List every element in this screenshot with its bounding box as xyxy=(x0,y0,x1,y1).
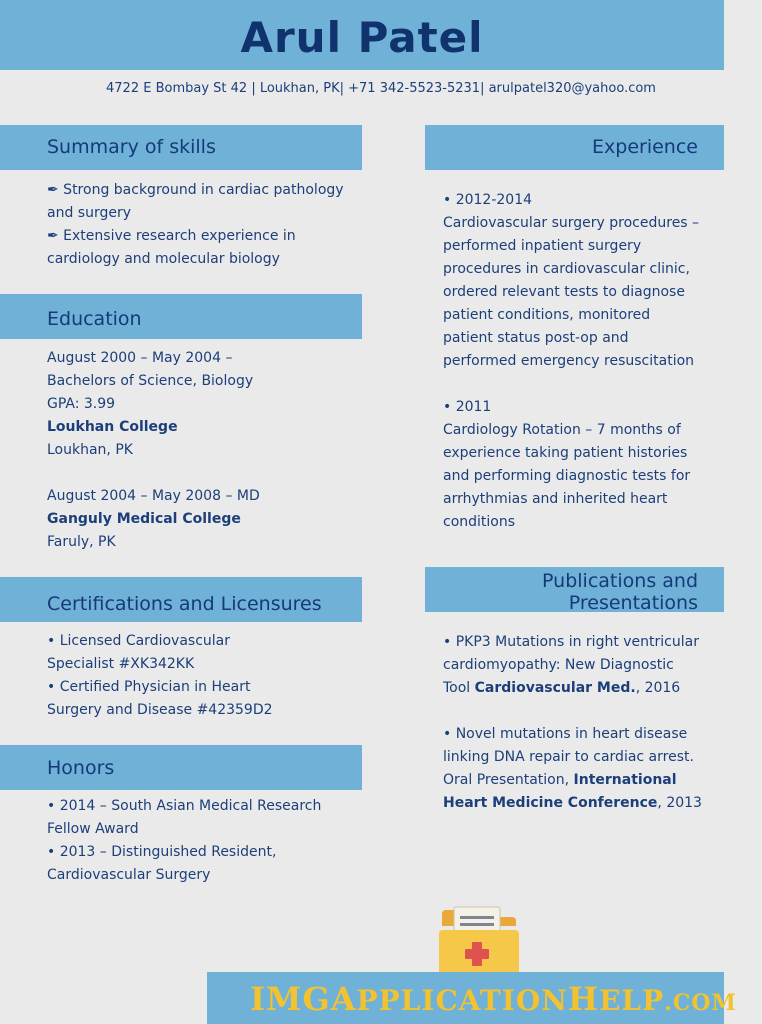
skills-line: ✒ Extensive research experience in xyxy=(47,228,296,244)
experience-line: patient conditions, monitored xyxy=(443,307,651,323)
skills-list xyxy=(47,179,367,271)
experience-line: ordered relevant tests to diagnose xyxy=(443,284,685,300)
publication-venue: International xyxy=(573,772,677,788)
experience-line: performed emergency resuscitation xyxy=(443,353,695,369)
honors-title: Honors xyxy=(47,757,115,779)
publication-line xyxy=(443,677,724,700)
publications-title-line: Publications and xyxy=(542,570,698,592)
contact-line: 4722 E Bombay St 42 | Loukhan, PK| +71 342-5523-5231| arulpatel320@yahoo.com xyxy=(106,81,656,96)
skills-line: and surgery xyxy=(47,205,132,221)
education-location: Loukhan, PK xyxy=(47,442,133,458)
certification-line: Specialist #XK342KK xyxy=(47,656,195,672)
experience-list xyxy=(443,189,724,534)
experience-line: conditions xyxy=(443,514,516,530)
education-dates: August 2004 – May 2008 – MD xyxy=(47,488,260,504)
publication-text: Oral Presentation, xyxy=(443,772,574,788)
experience-line: Cardiovascular surgery procedures – xyxy=(443,215,700,231)
logo-part: A xyxy=(330,980,357,1018)
publication-line: • PKP3 Mutations in right ventricular xyxy=(443,634,699,650)
certifications-list xyxy=(47,630,367,722)
certification-line: • Certified Physician in Heart xyxy=(47,679,251,695)
experience-line: experience taking patient histories xyxy=(443,445,688,461)
medical-folder-icon xyxy=(436,906,522,978)
education-gpa: GPA: 3.99 xyxy=(47,396,116,412)
honor-line: Fellow Award xyxy=(47,821,139,837)
logo-part: H xyxy=(567,980,600,1018)
certification-line: Surgery and Disease #42359D2 xyxy=(47,702,273,718)
certifications-title: Certifications and Licensures xyxy=(47,593,322,615)
logo-part: PPLICATION xyxy=(356,984,568,1017)
publication-line: • Novel mutations in heart disease xyxy=(443,726,688,742)
education-dates: August 2000 – May 2004 – xyxy=(47,350,233,366)
honors-list xyxy=(47,795,367,887)
experience-line: procedures in cardiovascular clinic, xyxy=(443,261,690,277)
experience-title: Experience xyxy=(592,136,698,158)
honor-line: • 2014 – South Asian Medical Research xyxy=(47,798,322,814)
experience-line: Cardiology Rotation – 7 months of xyxy=(443,422,681,438)
publications-title xyxy=(425,570,698,614)
publication-journal: Cardiovascular Med. xyxy=(474,680,636,696)
experience-line: patient status post-op and xyxy=(443,330,629,346)
experience-line: and performing diagnostic tests for xyxy=(443,468,691,484)
candidate-name: Arul Patel xyxy=(240,13,484,62)
skills-line: ✒ Strong background in cardiac pathology xyxy=(47,182,344,198)
publication-text: Tool xyxy=(443,680,475,696)
publication-line xyxy=(443,792,724,815)
publication-line: cardiomyopathy: New Diagnostic xyxy=(443,657,674,673)
publications-list xyxy=(443,631,724,815)
logo-part: IMG xyxy=(250,980,331,1018)
education-school: Loukhan College xyxy=(47,419,178,435)
skills-title: Summary of skills xyxy=(47,136,216,158)
publication-venue: Heart Medicine Conference xyxy=(443,795,658,811)
education-location: Faruly, PK xyxy=(47,534,116,550)
education-degree: Bachelors of Science, Biology xyxy=(47,373,254,389)
experience-years: • 2012-2014 xyxy=(443,192,533,208)
site-logo xyxy=(250,980,737,1022)
publication-line xyxy=(443,769,724,792)
publication-line: linking DNA repair to cardiac arrest. xyxy=(443,749,694,765)
honor-line: Cardiovascular Surgery xyxy=(47,867,211,883)
education-list xyxy=(47,347,367,554)
logo-part: ELP xyxy=(599,984,665,1017)
education-school: Ganguly Medical College xyxy=(47,511,241,527)
publication-text: , 2016 xyxy=(635,680,681,696)
experience-line: performed inpatient surgery xyxy=(443,238,642,254)
experience-years: • 2011 xyxy=(443,399,492,415)
experience-line: arrhythmias and inherited heart xyxy=(443,491,668,507)
logo-part: .COM xyxy=(664,990,737,1016)
education-title: Education xyxy=(47,308,142,330)
honor-line: • 2013 – Distinguished Resident, xyxy=(47,844,277,860)
publication-text: , 2013 xyxy=(657,795,702,811)
certification-line: • Licensed Cardiovascular xyxy=(47,633,230,649)
skills-line: cardiology and molecular biology xyxy=(47,251,280,267)
publications-title-line: Presentations xyxy=(568,592,698,614)
